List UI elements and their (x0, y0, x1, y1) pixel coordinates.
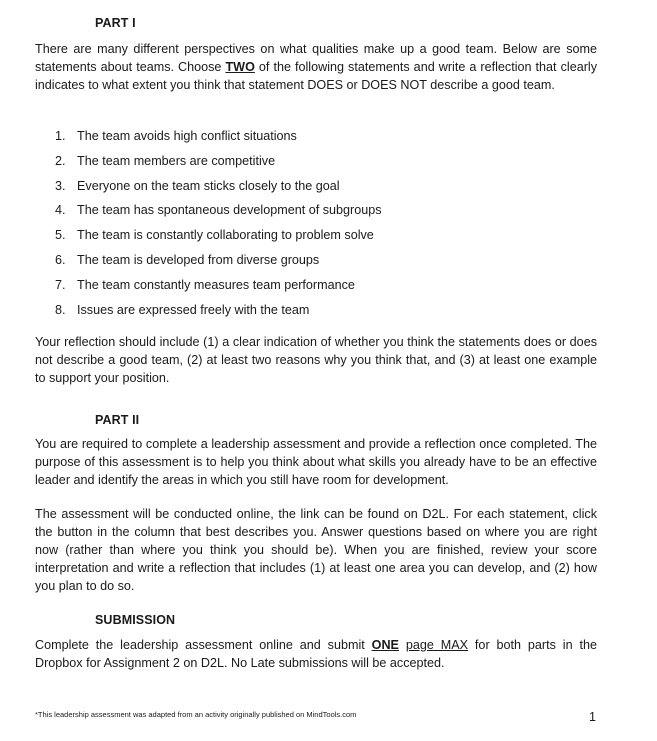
list-item: 6. The team is developed from diverse groups (55, 252, 320, 267)
part1-intro-emphasis: TWO (225, 60, 255, 74)
part2-heading: PART II (95, 413, 140, 427)
list-item: 2. The team members are competitive (55, 153, 276, 168)
list-item: 8. Issues are expressed freely with the team (55, 302, 310, 317)
footnote: *This leadership assessment was adapted from an activity originally published on MindTools.com (35, 710, 357, 719)
part1-heading: PART I (95, 16, 136, 30)
list-item: 3. Everyone on the team sticks closely to the goal (55, 178, 340, 193)
part2-paragraph-2: The assessment will be conducted online, the link can be found on D2L. For each statement, click the button in the column that best describes you. Answer questions based on where you are right now (rather than where you think you should be). When you are finished, review your score interpretation and write a reflection that includes (1) at least one area you can develop, and (2) how you plan to do so. (35, 507, 597, 593)
part1-intro-pre: There are many different perspectives on what qualities make up a good team. Below are some statements about teams. Choose (35, 42, 597, 74)
statement-list (55, 127, 382, 325)
part1-intro (35, 40, 597, 94)
list-item: 5. The team is constantly collaborating to problem solve (55, 228, 374, 243)
part1-reflection-instructions: Your reflection should include (1) a clear indication of whether you think the statements does or does not describe a good team, (2) at least two reasons why you think that, and (3) at least one example to support your position. (35, 335, 597, 385)
part2-paragraph-1: You are required to complete a leadership assessment and provide a reflection once completed. The purpose of this assessment is to help you think about what skills you already have to be an effective leader and identify the areas in which you still have room for development. (35, 437, 597, 487)
submission-emphasis-page-max: page MAX (405, 638, 469, 652)
submission-emphasis-one: ONE (371, 638, 399, 652)
list-item: 1. The team avoids high conflict situations (55, 129, 297, 143)
list-item: 7. The team constantly measures team performance (55, 277, 355, 292)
submission-instructions: Complete the leadership assessment online and submit ONE page MAX for both parts in the Dropbox for Assignment 2 on D2L. No Late submissions will be accepted. (35, 638, 598, 670)
submission-heading: SUBMISSION (95, 613, 176, 627)
part1-intro-post: of the following statements and write a reflection that clearly indicates to what extent you think that statement DOES or DOES NOT describe a good team. (35, 60, 597, 92)
list-item: 4. The team has spontaneous development of subgroups (55, 203, 382, 218)
page-number: 1 (589, 710, 596, 724)
